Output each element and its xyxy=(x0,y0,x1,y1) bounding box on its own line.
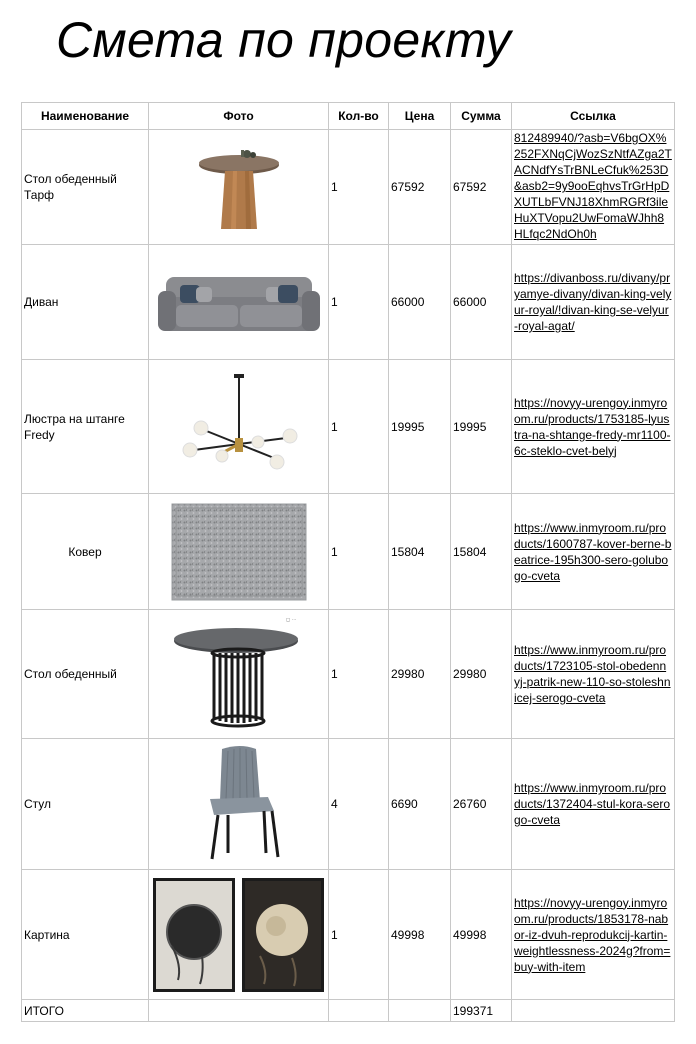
total-empty-link xyxy=(512,1000,675,1022)
page-title: Смета по проекту xyxy=(56,12,512,68)
item-qty: 1 xyxy=(329,610,389,739)
item-photo xyxy=(149,870,329,1000)
item-sum: 19995 xyxy=(451,360,512,494)
item-name: Ковер xyxy=(22,494,149,610)
table-row xyxy=(22,245,675,360)
total-empty-qty xyxy=(329,1000,389,1022)
item-link[interactable]: https://www.inmyroom.ru/products/1723105-stol-obedennyj-patrik-new-110-so-stoleshnicej-serogo-cveta xyxy=(512,610,675,739)
item-price: 6690 xyxy=(389,739,451,870)
item-photo xyxy=(149,130,329,245)
header-price: Цена xyxy=(389,103,451,130)
total-empty-photo xyxy=(149,1000,329,1022)
item-sum: 49998 xyxy=(451,870,512,1000)
item-qty: 1 xyxy=(329,360,389,494)
item-price: 67592 xyxy=(389,130,451,245)
round-table-black-base-icon xyxy=(174,615,304,733)
item-name: Стол обеденный Тарф xyxy=(22,130,149,245)
item-sum: 26760 xyxy=(451,739,512,870)
total-row xyxy=(22,1000,675,1022)
two-paintings-icon xyxy=(152,876,326,994)
header-name: Наименование xyxy=(22,103,149,130)
item-qty: 1 xyxy=(329,494,389,610)
header-sum: Сумма xyxy=(451,103,512,130)
item-name: Люстра на штанге Fredy xyxy=(22,360,149,494)
item-link[interactable]: https://www.inmyroom.ru/products/1372404-stul-kora-serogo-cveta xyxy=(512,739,675,870)
chandelier-icon xyxy=(174,372,304,482)
table-row xyxy=(22,870,675,1000)
item-name: Стул xyxy=(22,739,149,870)
item-photo xyxy=(149,360,329,494)
item-sum: 67592 xyxy=(451,130,512,245)
table-header-row xyxy=(22,103,675,130)
estimate-table xyxy=(21,102,675,1022)
header-photo: Фото xyxy=(149,103,329,130)
table-row xyxy=(22,739,675,870)
total-sum: 199371 xyxy=(451,1000,512,1022)
item-sum: 29980 xyxy=(451,610,512,739)
item-price: 29980 xyxy=(389,610,451,739)
item-photo xyxy=(149,610,329,739)
table-row xyxy=(22,494,675,610)
table-row xyxy=(22,610,675,739)
item-link[interactable]: https://www.inmyroom.ru/products/1600787-kover-berne-beatrice-195h300-sero-golubogo-cveta xyxy=(512,494,675,610)
item-photo xyxy=(149,739,329,870)
item-sum: 66000 xyxy=(451,245,512,360)
grey-carpet-icon xyxy=(171,503,307,601)
item-name: Картина xyxy=(22,870,149,1000)
item-link[interactable]: 812489940/?asb=V6bgOX%252FXNqCjWozSzNtfAZga2TACNdfYsTrBNLeCfuk%253D&asb2=9y9ooEqhvsTrGrHpDXUTLbFVNJ18XhmRGRf3ileHuXTVopu2UwFomaWJhh8HLfqc2NdOh0h xyxy=(512,130,675,245)
grey-chair-icon xyxy=(194,745,284,863)
item-link[interactable]: https://novyy-urengoy.inmyroom.ru/products/1853178-nabor-iz-dvuh-reprodukcij-kartin-weightlessness-2024g?from=buy-with-item xyxy=(512,870,675,1000)
item-link[interactable]: https://novyy-urengoy.inmyroom.ru/products/1753185-lyustra-na-shtange-fredy-mr1100-6c-steklo-cvet-belyj xyxy=(512,360,675,494)
item-qty: 1 xyxy=(329,870,389,1000)
grey-sofa-icon xyxy=(156,267,322,337)
item-photo xyxy=(149,494,329,610)
item-qty: 1 xyxy=(329,130,389,245)
item-name: Диван xyxy=(22,245,149,360)
round-table-wood-base-icon xyxy=(189,137,289,237)
item-qty: 4 xyxy=(329,739,389,870)
total-label: ИТОГО xyxy=(22,1000,149,1022)
svg-text:◻ ···: ◻ ··· xyxy=(285,617,297,623)
header-qty: Кол-во xyxy=(329,103,389,130)
total-empty-price xyxy=(389,1000,451,1022)
item-link[interactable]: https://divanboss.ru/divany/pryamye-divany/divan-king-velyur-royal/!divan-king-se-velyur-royal-agat/ xyxy=(512,245,675,360)
item-photo xyxy=(149,245,329,360)
item-price: 19995 xyxy=(389,360,451,494)
item-price: 15804 xyxy=(389,494,451,610)
item-qty: 1 xyxy=(329,245,389,360)
table-row xyxy=(22,130,675,245)
header-link: Ссылка xyxy=(512,103,675,130)
item-price: 49998 xyxy=(389,870,451,1000)
item-name: Стол обеденный xyxy=(22,610,149,739)
item-price: 66000 xyxy=(389,245,451,360)
table-row xyxy=(22,360,675,494)
item-sum: 15804 xyxy=(451,494,512,610)
